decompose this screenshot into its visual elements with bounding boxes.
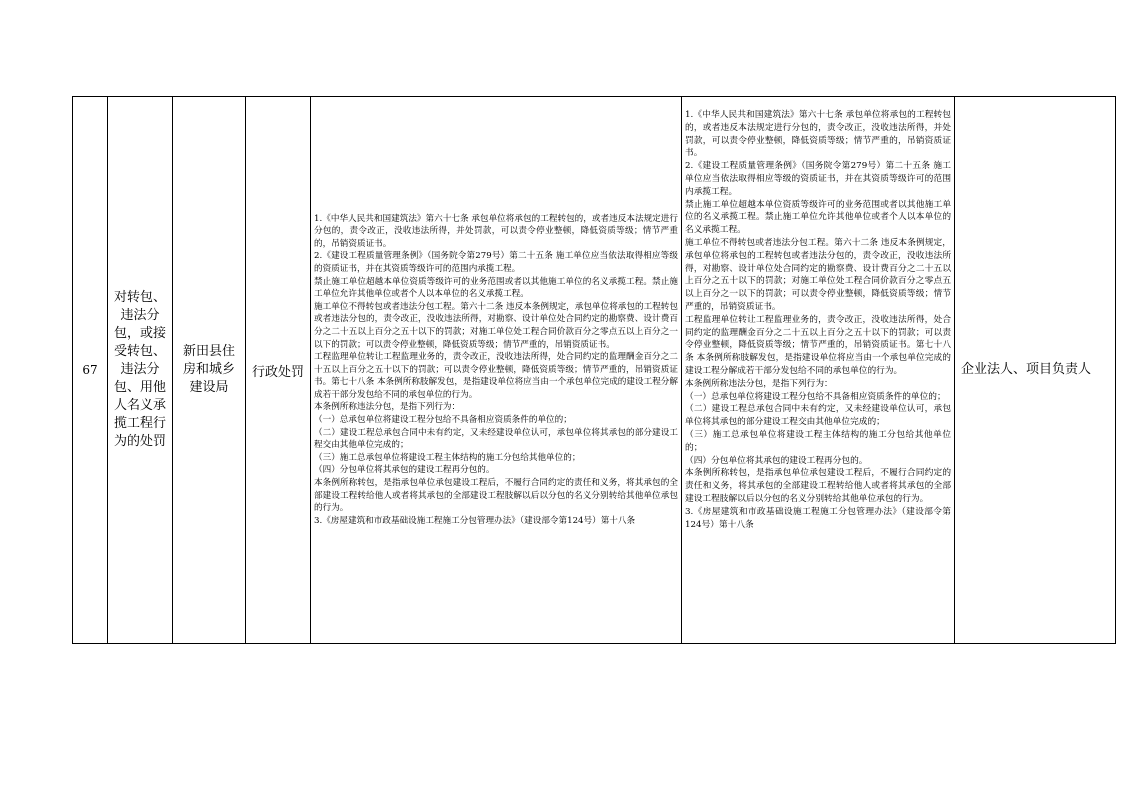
responsible-subject: 企业法人、项目负责人 bbox=[955, 97, 1116, 644]
legal-basis-paragraph: 工程监理单位转让工程监理业务的，责令改正，没收违法所得，处合同约定的监理酬金百分之二十五以上百分之五十以下的罚款；可以责令停业整顿，降低资质等级；情节严重的，吊销资质证书。第七十八条 本条例所称肢解发包，是指建设单位将应当由一个承包单位完成的建设工程分解成若干部分发包给不同的承包单位的行为。 bbox=[314, 352, 678, 400]
power-type: 行政处罚 bbox=[246, 97, 311, 644]
row-number: 67 bbox=[73, 97, 108, 644]
legal-basis-paragraph: 3.《房屋建筑和市政基础设施工程施工分包管理办法》（建设部令第124号）第十八条 bbox=[685, 506, 951, 530]
legal-basis-paragraph: 2.《建设工程质量管理条例》（国务院令第279号）第二十五条 施工单位应当依法取得相应等级的资质证书，并在其资质等级许可的范围内承揽工程。 bbox=[314, 251, 678, 274]
legal-basis-paragraph: 本条例所称转包，是指承包单位承包建设工程后，不履行合同约定的责任和义务，将其承包的全部建设工程转给他人或者将其承包的全部建设工程肢解以后以分包的名义分别转给其他单位承包的行为。 bbox=[314, 478, 678, 514]
legal-basis-paragraph: 禁止施工单位超越本单位资质等级许可的业务范围或者以其他施工单位的名义承揽工程。禁止施工单位允许其他单位或者个人以本单位的名义承揽工程。 bbox=[685, 199, 951, 236]
legal-basis-paragraph: （二）建设工程总承包合同中未有约定，又未经建设单位认可，承包单位将其承包的部分建设工程交由其他单位完成的； bbox=[314, 427, 678, 451]
legal-basis-paragraph: 施工单位不得转包或者违法分包工程。第六十二条 违反本条例规定，承包单位将承包的工程转包或者违法分包的，责令改正，没收违法所得，对勘察、设计单位处合同约定的勘察费、设计费百分之二十五以上百分之五十以下的罚款；对施工单位处工程合同价款百分之零点五以上百分之一以下的罚款；可以责令停业整顿，降低资质等级；情节严重的，吊销资质证书。 bbox=[685, 237, 951, 312]
legal-basis-paragraph: 施工单位不得转包或者违法分包工程。第六十二条 违反本条例规定，承包单位将承包的工程转包或者违法分包的，责令改正，没收违法所得，对勘察、设计单位处合同约定的勘察费、设计费百分之二十五以上百分之五十以下的罚款；对施工单位处工程合同价款百分之零点五以上百分之一以下的罚款；可以责令停业整顿，降低资质等级；情节严重的，吊销资质证书。 bbox=[314, 301, 678, 350]
legal-basis-paragraph: （三）施工总承包单位将建设工程主体结构的施工分包给其他单位的； bbox=[685, 429, 951, 453]
legal-basis-paragraph: （二）建设工程总承包合同中未有约定，又未经建设单位认可，承包单位将其承包的部分建设工程交由其他单位完成的； bbox=[685, 404, 951, 428]
legal-basis-paragraph: （一）总承包单位将建设工程分包给不具备相应资质条件的单位的； bbox=[314, 415, 572, 426]
legal-basis-paragraph: 本条例所称违法分包，是指下列行为： bbox=[314, 402, 461, 413]
legal-basis-paragraph: 工程监理单位转让工程监理业务的，责令改正，没收违法所得，处合同约定的监理酬金百分之二十五以上百分之五十以下的罚款；可以责令停业整顿，降低资质等级；情节严重的，吊销资质证书。第七十八条 本条例所称肢解发包，是指建设单位将应当由一个承包单位完成的建设工程分解成若干部分发包给不同的承包单位的行为。 bbox=[685, 314, 951, 376]
legal-basis-paragraph: （四）分包单位将其承包的建设工程再分包的。 bbox=[685, 455, 868, 466]
legal-basis-paragraph: 2.《建设工程质量管理条例》（国务院令第279号）第二十五条 施工单位应当依法取得相应等级的资质证书，并在其资质等级许可的范围内承揽工程。 bbox=[685, 161, 951, 197]
table-row bbox=[73, 97, 1116, 644]
legal-basis-paragraph: 本条例所称违法分包，是指下列行为： bbox=[685, 378, 833, 389]
legal-basis-paragraph: （四）分包单位将其承包的建设工程再分包的。 bbox=[314, 465, 495, 476]
legal-basis bbox=[311, 97, 682, 644]
legal-basis-paragraph: 3.《房屋建筑和市政基础设施工程施工分包管理办法》（建设部令第124号）第十八条 bbox=[314, 515, 636, 526]
legal-basis-paragraph: 禁止施工单位超越本单位资质等级许可的业务范围或者以其他施工单位的名义承揽工程。禁止施工单位允许其他单位或者个人以本单位的名义承揽工程。 bbox=[314, 276, 678, 300]
legal-basis-duplicate bbox=[682, 97, 955, 644]
legal-basis-paragraph: 1.《中华人民共和国建筑法》第六十七条 承包单位将承包的工程转包的，或者违反本法规定进行分包的，责令改正，没收违法所得，并处罚款，可以责令停业整顿，降低资质等级；情节严重的，吊销资质证书。 bbox=[314, 213, 678, 249]
legal-basis-paragraph: （一）总承包单位将建设工程分包给不具备相应资质条件的单位的； bbox=[685, 391, 946, 402]
department: 新田县住房和城乡建设局 bbox=[173, 97, 246, 644]
legal-basis-paragraph: 1.《中华人民共和国建筑法》第六十七条 承包单位将承包的工程转包的，或者违反本法规定进行分包的，责令改正，没收违法所得，并处罚款，可以责令停业整顿，降低资质等级；情节严重的，吊销资质证书。 bbox=[685, 110, 951, 159]
legal-basis-paragraph: （三）施工总承包单位将建设工程主体结构的施工分包给其他单位的； bbox=[314, 452, 581, 463]
power-list-table bbox=[72, 96, 1116, 644]
legal-basis-paragraph: 本条例所称转包，是指承包单位承包建设工程后，不履行合同约定的责任和义务，将其承包的全部建设工程转给他人或者将其承包的全部建设工程肢解以后以分包的名义分别转给其他单位承包的行为。 bbox=[685, 468, 951, 504]
item-name: 对转包、违法分包，或接受转包、违法分包、用他人名义承揽工程行为的处罚 bbox=[108, 97, 173, 644]
